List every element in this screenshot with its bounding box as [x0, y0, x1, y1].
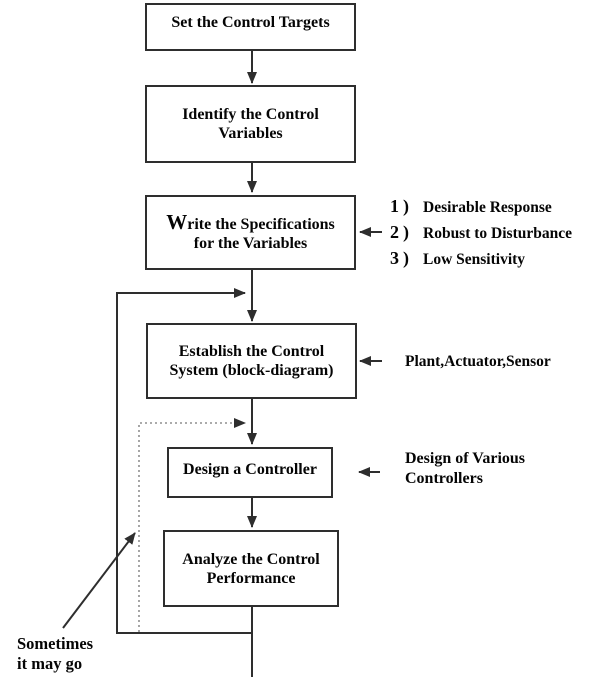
list-item [390, 222, 572, 248]
sometimes-it-may-go-note [17, 634, 93, 674]
note-line: it may go [17, 654, 83, 673]
flow-box-write-specifications [145, 195, 356, 270]
flow-box-label: Analyze the Control [182, 550, 320, 568]
list-item-label: Robust to Disturbance [423, 225, 572, 242]
sometimes-arrow [63, 533, 135, 628]
spec-requirements-list [390, 196, 572, 274]
flow-box-label: System (block-diagram) [169, 362, 334, 379]
flow-box-identify-control-variables [145, 85, 356, 163]
list-item-label: Low Sensitivity [423, 251, 526, 268]
plant-actuator-sensor-note: Plant,Actuator,Sensor [405, 353, 551, 370]
flow-box-set-control-targets [145, 3, 356, 51]
flow-box-label: Establish the Control [178, 343, 325, 360]
note-line: Controllers [405, 470, 483, 487]
list-item-number: 2) [390, 222, 413, 242]
flow-box-label: Set the Control Targets [171, 14, 330, 31]
list-item-number: 1) [390, 196, 413, 216]
list-item-label: Desirable Response [423, 199, 552, 216]
design-various-controllers-note [405, 449, 525, 489]
note-line: Design of Various [405, 450, 526, 467]
note-line: Sometimes [17, 634, 94, 653]
list-item-number: 3) [390, 248, 413, 268]
flow-box-label: Design a Controller [183, 460, 317, 478]
flow-box-label: Write the Specifications [166, 209, 335, 234]
flow-box-analyze-performance [163, 530, 339, 607]
flow-box-design-controller [167, 447, 333, 498]
flow-box-label: Identify the Control [182, 106, 319, 123]
flow-box-label: Variables [218, 125, 283, 142]
list-item [390, 248, 572, 274]
flow-box-establish-control-system [146, 323, 357, 399]
flow-box-label: for the Variables [193, 234, 308, 252]
list-item [390, 196, 572, 222]
flow-box-label: Performance [206, 569, 296, 587]
